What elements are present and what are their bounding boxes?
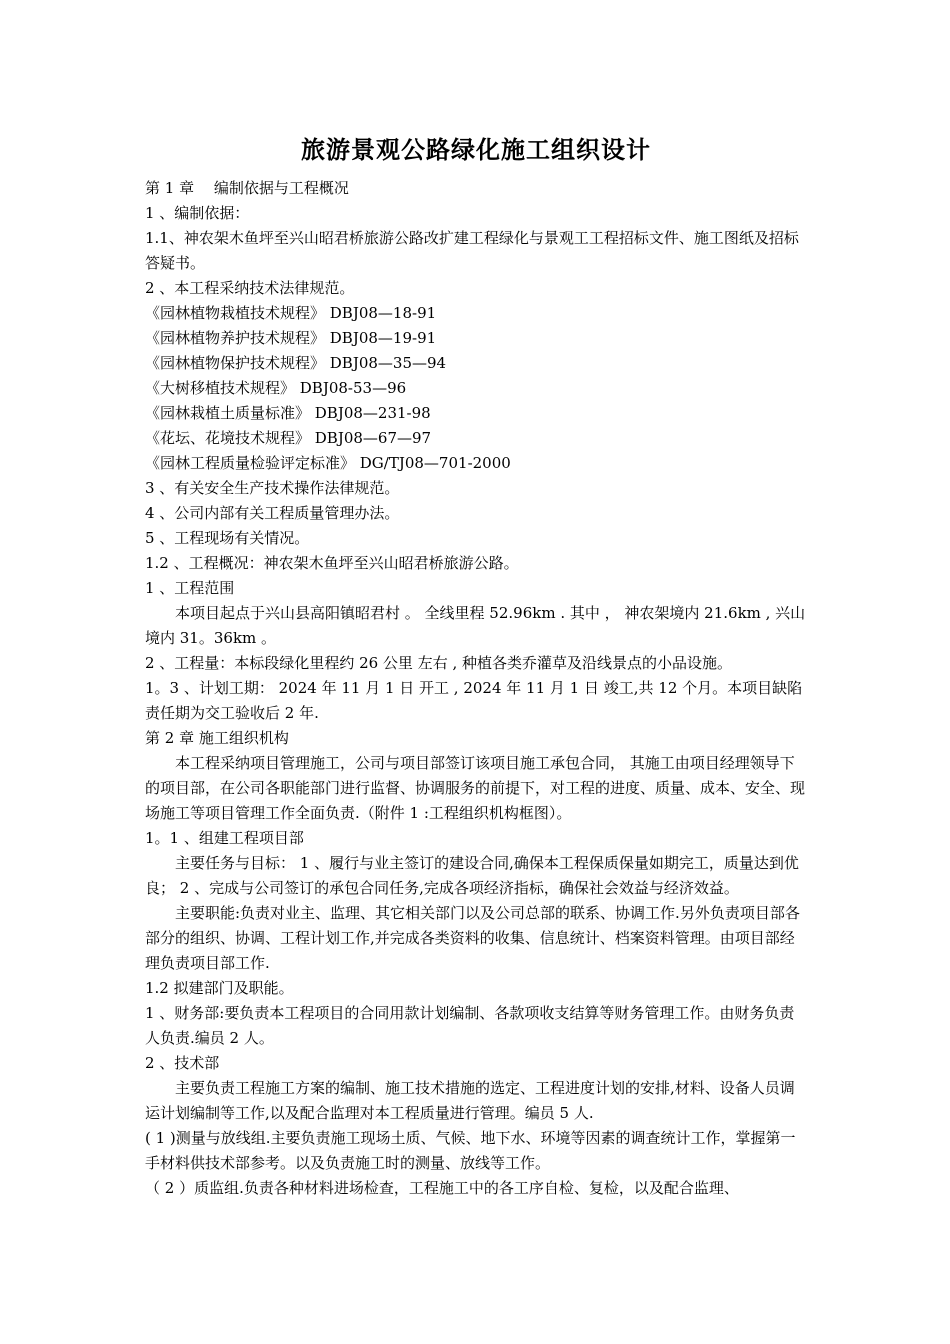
paragraph: ( 1 )测量与放线组.主要负责施工现场土质、气候、地下水、环境等因素的调查统计工作，掌握第一手材料供技术部参考。以及负责施工时的测量、放线等工作。 <box>145 1129 796 1172</box>
document-body <box>145 132 807 1201</box>
paragraph: 《园林植物栽植技术规程》 DBJ08—18-91 <box>145 304 437 322</box>
paragraph: 1 、财务部:要负责本工程项目的合同用款计划编制、各款项收支结算等财务管理工作。由财务负责人负责.编员 2 人。 <box>145 1004 795 1047</box>
paragraph: 主要任务与目标： 1 、履行与业主签订的建设合同,确保本工程保质保量如期完工，质量达到优良； 2 、完成与公司签订的承包合同任务,完成各项经济指标，确保社会效益与经济效益。 <box>145 854 799 897</box>
paragraph: 1 、工程范围 <box>145 579 235 597</box>
paragraph: 4 、公司内部有关工程质量管理办法。 <box>145 504 400 522</box>
paragraph: 2 、工程量：本标段绿化里程约 26 公里 左右 , 种植各类乔灌草及沿线景点的小品设施。 <box>145 654 733 672</box>
paragraph: 2 、技术部 <box>145 1054 220 1072</box>
paragraph: 《园林栽植土质量标准》 DBJ08—231-98 <box>145 404 431 422</box>
paragraph: 主要职能:负责对业主、监理、其它相关部门以及公司总部的联系、协调工作.另外负责项目部各部分的组织、协调、工程计划工作,并完成各类资料的收集、信息统计、档案资料管理。由项目部经理负责项目部工作. <box>145 904 800 972</box>
paragraph: 主要负责工程施工方案的编制、施工技术措施的选定、工程进度计划的安排,材料、设备人员调运计划编制等工作,以及配合监理对本工程质量进行管理。编员 5 人. <box>145 1079 795 1122</box>
paragraph: 1。3 、计划工期： 2024 年 11 月 1 日 开工 , 2024 年 11 月 1 日 竣工,共 12 个月。本项目缺陷责任期为交工验收后 2 年. <box>145 679 803 722</box>
paragraph-list <box>145 176 807 1201</box>
document-title: 旅游景观公路绿化施工组织设计 <box>301 136 651 164</box>
paragraph: 《园林植物保护技术规程》 DBJ08—35—94 <box>145 354 447 372</box>
paragraph: 1 、编制依据： <box>145 204 250 222</box>
paragraph: 1.1、神农架木鱼坪至兴山昭君桥旅游公路改扩建工程绿化与景观工工程招标文件、施工图纸及招标答疑书。 <box>145 229 799 272</box>
paragraph: 本项目起点于兴山县高阳镇昭君村 。 全线里程 52.96km . 其中 ， 神农架境内 21.6km , 兴山境内 31。36km 。 <box>145 604 806 647</box>
paragraph: 1.2 、工程概况：神农架木鱼坪至兴山昭君桥旅游公路。 <box>145 554 519 572</box>
paragraph: 《大树移植技术规程》 DBJ08-53—96 <box>145 379 407 397</box>
paragraph: 第 2 章 施工组织机构 <box>145 729 289 747</box>
paragraph: 2 、本工程采纳技术法律规范。 <box>145 279 355 297</box>
paragraph: 1.2 拟建部门及职能。 <box>145 979 294 997</box>
paragraph: 3 、有关安全生产技术操作法律规范。 <box>145 479 400 497</box>
paragraph: 1。1 、组建工程项目部 <box>145 829 304 847</box>
paragraph: 5 、工程现场有关情况。 <box>145 529 310 547</box>
paragraph: 《花坛、花境技术规程》 DBJ08—67—97 <box>145 429 432 447</box>
paragraph: 本工程采纳项目管理施工，公司与项目部签订该项目施工承包合同， 其施工由项目经理领导下的项目部，在公司各职能部门进行监督、协调服务的前提下，对工程的进度、质量、成本、安全、现场施工等项目管理工作全面负责.（附件 1 :工程组织机构框图）。 <box>145 754 806 822</box>
paragraph: （ 2 ）质监组.负责各种材料进场检查，工程施工中的各工序自检、复检，以及配合监理、 <box>145 1179 739 1197</box>
paragraph: 《园林工程质量检验评定标准》 DG/TJ08—701-2000 <box>145 454 511 472</box>
paragraph: 《园林植物养护技术规程》 DBJ08—19-91 <box>145 329 437 347</box>
paragraph: 第 1 章 编制依据与工程概况 <box>145 179 349 197</box>
